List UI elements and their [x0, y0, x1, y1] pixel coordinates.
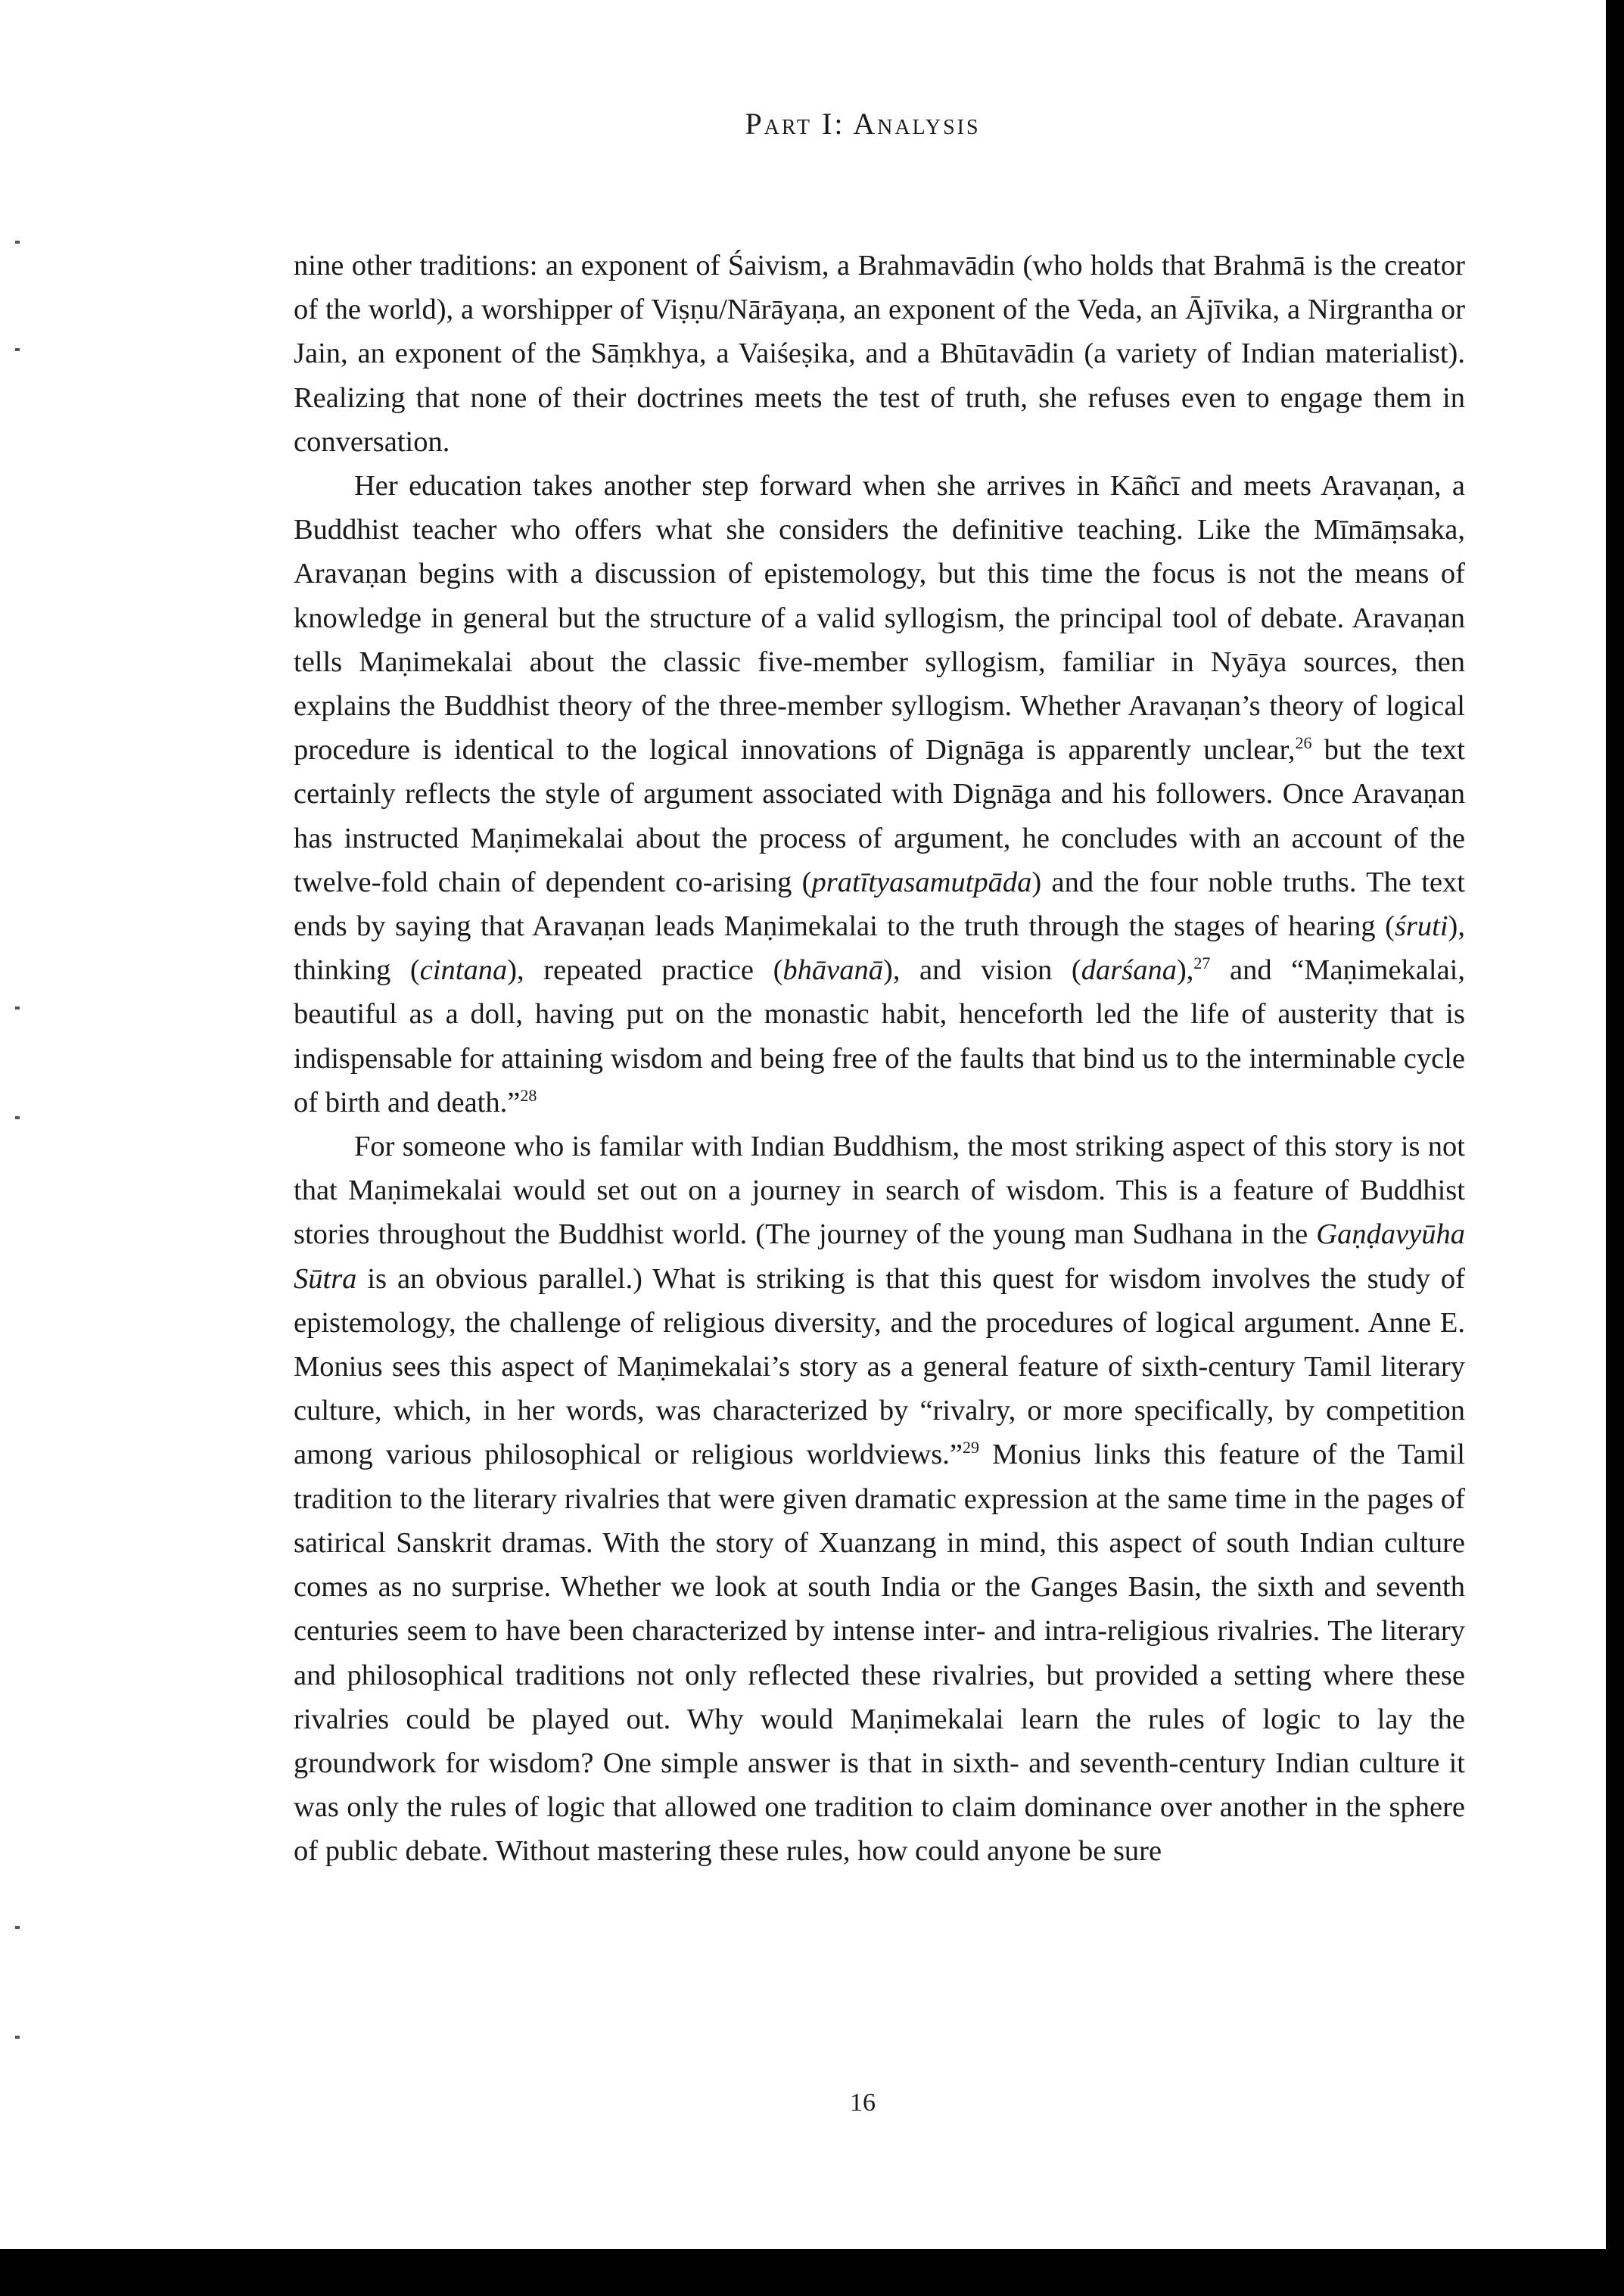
text-segment: Her education takes another step forward when she arrives in Kāñcī and meets Aravaṇan, a Buddhist teacher who offers what she considers the definitive teaching. Like the Mīmāṃsaka, Aravaṇan begins with a discussion of epistemology, but this time the focus is not the means of knowledge in general but the structure of a valid syllogism, the principal tool of debate. Aravaṇan tells Maṇimekalai about the classic five-member syllogism, familiar in Nyāya sources, then explains the Buddhist theory of the three-member syllogism. Whether Aravaṇan’s theory of logical procedure is identical to the logical innovations of Dignāga is apparently unclear,: [294, 470, 1465, 767]
scan-speck: [15, 1006, 20, 1010]
page-number: 16: [850, 2089, 876, 2117]
scan-edge-right: [1606, 0, 1624, 2296]
text-segment: For someone who is familar with Indian Buddhism, the most striking aspect of this story is not that Maṇimekalai would set out on a journey in search of wisdom. This is a feature of Buddhist stories throughout the Buddhist world. (The journey of the young man Sudhana in the: [294, 1131, 1465, 1251]
scan-speck: [15, 1926, 20, 1929]
running-head: Part I: Analysis: [745, 107, 981, 141]
text-segment: Monius links this feature of the Tamil tradition to the literary rivalries that were given dramatic expression at the same time in the pages of satirical Sanskrit dramas. With the story of Xuanzang in mind, this aspect of south Indian culture comes as no surprise. Whether we look at south India or the Ganges Basin, the sixth and seventh centuries seem to have been characterized by intense inter- and intra-religious rivalries. The literary and philosophical traditions not only reflected these rivalries, but provided a setting where these rivalries could be played out. Why would Maṇimekalai learn the rules of logic to lay the groundwork for wisdom? One simple answer is that in sixth- and seventh-century Indian culture it was only the rules of logic that allowed one tradition to claim dominance over another in the sphere of public debate. Without mastering these rules, how could anyone be sure: [294, 1439, 1465, 1868]
scan-speck: [15, 348, 20, 351]
footnote-ref-28[interactable]: 28: [520, 1085, 537, 1105]
text-segment: ) and the four noble truths. The text ends by saying that Aravaṇan leads Maṇimekalai to the truth through the stages of hearing (: [294, 866, 1465, 943]
text-segment: and “Maṇimekalai, beautiful as a doll, having put on the monastic habit, henceforth led the life of austerity that is indispensable for attaining wisdom and being free of the faults that bind us to the interminable cycle of birth and death.”: [294, 954, 1465, 1118]
text-segment: ), repeated practice (: [507, 954, 783, 987]
footnote-ref-26[interactable]: 26: [1295, 733, 1312, 753]
italic-term: darśana: [1081, 954, 1177, 987]
scan-speck: [15, 1116, 20, 1119]
scan-edge-bottom: [0, 2249, 1624, 2296]
text-segment: but the text certainly reflects the style of argument associated with Dignāga and his followers. Once Aravaṇan has instructed Maṇimekalai about the process of argument, he concludes with an account of the twelve-fold chain of dependent co-arising (: [294, 734, 1465, 898]
paragraph-2: [294, 464, 1465, 1125]
italic-term: Gaṇḍavyūha Sūtra: [294, 1218, 1465, 1295]
italic-term: bhāvanā: [782, 954, 884, 987]
text-segment: nine other traditions: an exponent of Śaivism, a Brahmavādin (who holds that Brahmā is the creator of the world), a worshipper of Viṣṇu/Nārāyaṇa, an exponent of the Veda, an Ājīvika, a Nirgrantha or Jain, an exponent of the Sāṃkhya, a Vaiśeṣika, and a Bhūtavādin (a variety of Indian materialist). Realizing that none of their doctrines meets the test of truth, she refuses even to engage them in conversation.: [294, 250, 1465, 458]
italic-term: pratītyasamutpāda: [811, 866, 1032, 898]
text-segment: ), and vision (: [883, 954, 1081, 987]
scan-speck: [15, 241, 20, 244]
italic-term: cintana: [419, 954, 508, 987]
paragraph-3: [294, 1125, 1465, 1873]
italic-term: śruti: [1394, 910, 1448, 943]
footnote-ref-27[interactable]: 27: [1193, 954, 1211, 973]
text-segment: is an obvious parallel.) What is striking is that this quest for wisdom involves the study of epistemology, the challenge of religious diversity, and the procedures of logical argument. Anne E. Monius sees this aspect of Maṇimekalai’s story as a general feature of sixth-century Tamil literary culture, which, in her words, was characterized by “rivalry, or more specifically, by competition among various philosophical or religious worldviews.”: [294, 1262, 1465, 1471]
paragraph-1: [294, 244, 1465, 464]
body-text: [294, 244, 1465, 1874]
text-segment: ),: [1176, 954, 1194, 987]
footnote-ref-29[interactable]: 29: [962, 1438, 979, 1458]
text-segment: ), thinking (: [294, 910, 1465, 987]
scan-speck: [15, 2036, 20, 2039]
